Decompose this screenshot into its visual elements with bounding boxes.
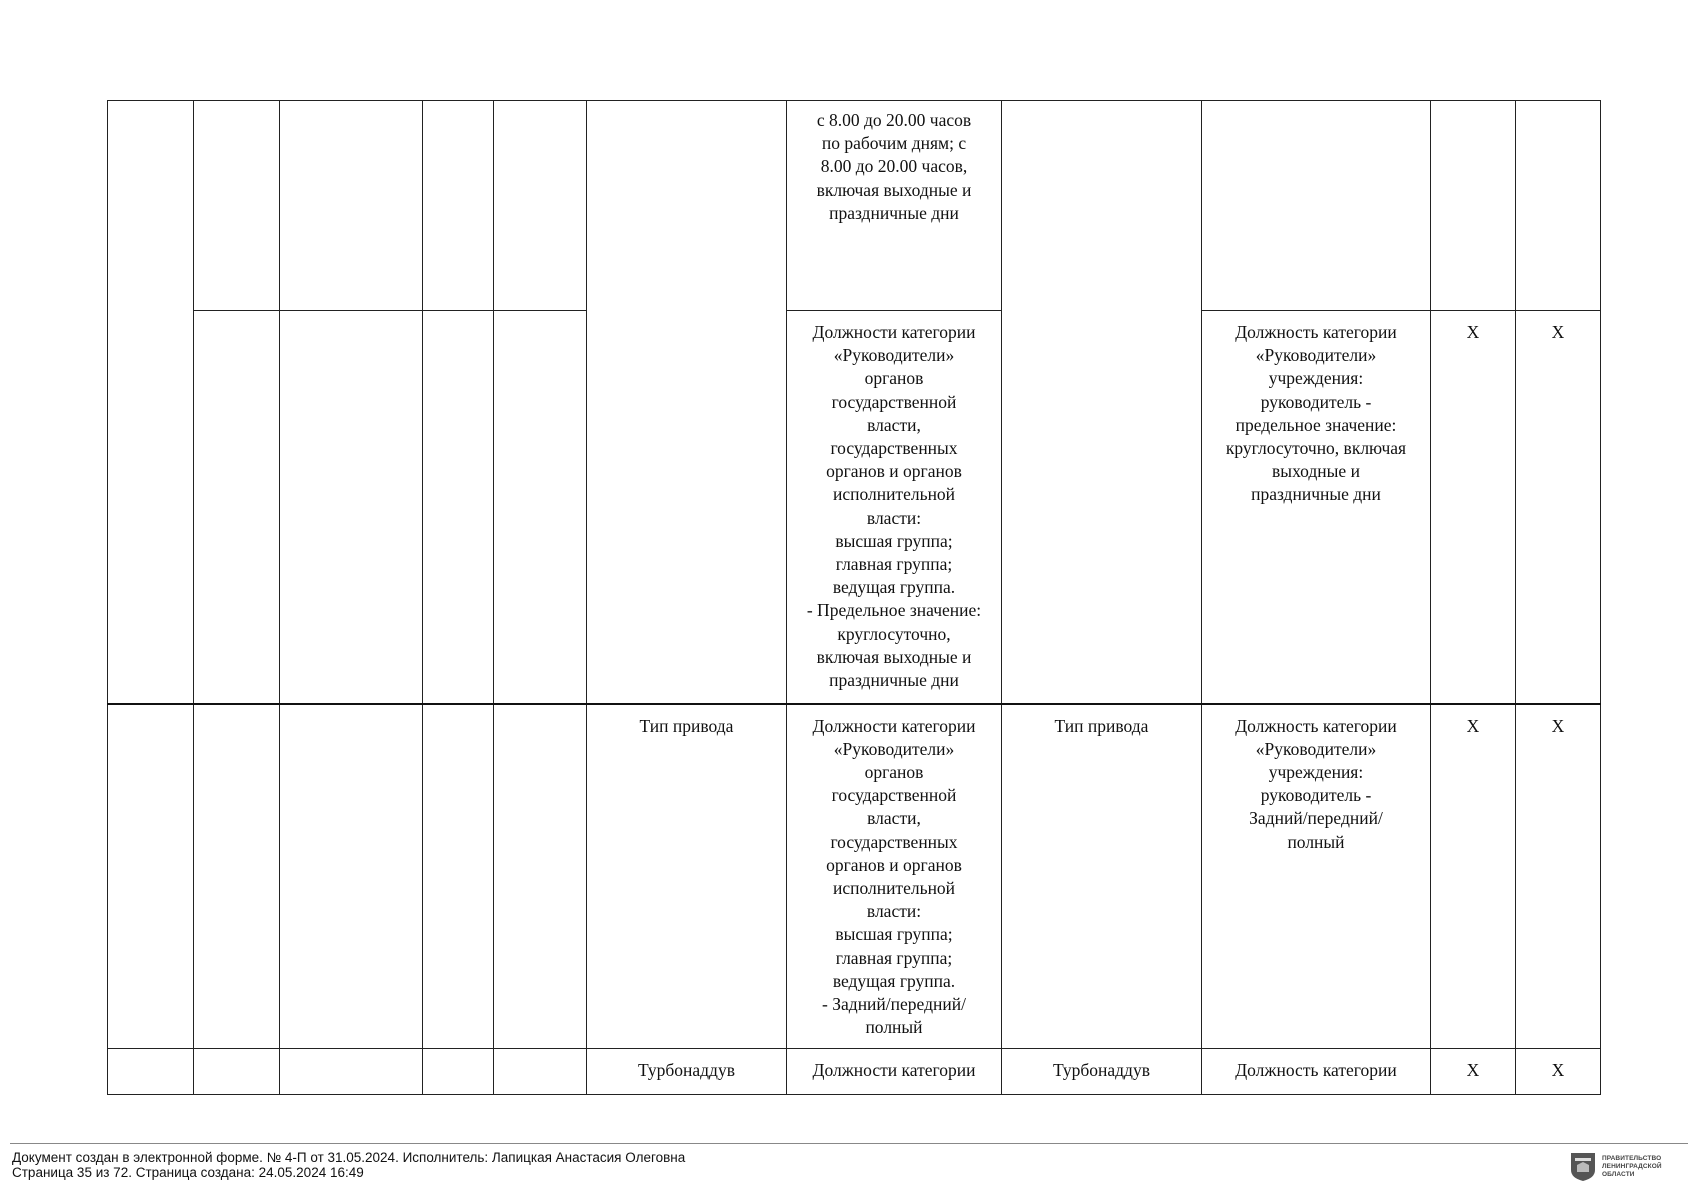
text-line: главная группа; <box>835 554 953 575</box>
table-cell-mark: Х <box>1431 311 1516 704</box>
text-line: выходные и <box>1272 461 1360 482</box>
row3-col9-text <box>1210 715 1422 854</box>
table-cell-mark: Х <box>1516 311 1601 704</box>
table-cell <box>494 101 587 311</box>
text-line: с 8.00 до 20.00 часов <box>816 110 972 130</box>
document-footer <box>12 1150 685 1180</box>
table-cell <box>1002 101 1202 704</box>
text-line: Должности категории <box>812 715 976 736</box>
table-cell-characteristic: Турбонаддув <box>1002 1049 1202 1095</box>
text-line: руководитель - <box>1260 391 1372 412</box>
table-row <box>108 704 1601 1049</box>
logo-line: ПРАВИТЕЛЬСТВО <box>1602 1155 1662 1162</box>
government-logo-text <box>1602 1155 1662 1179</box>
text-line: власти: <box>866 507 922 528</box>
text-line: праздничные дни <box>1251 484 1381 505</box>
table-cell <box>423 101 494 311</box>
table-cell <box>194 101 280 311</box>
table-cell <box>494 704 587 1049</box>
text-line: - Задний/передний/ <box>822 993 966 1014</box>
text-line: власти, <box>867 414 921 435</box>
text-line: ведущая группа. <box>832 970 956 991</box>
text-line: руководитель - <box>1260 785 1372 806</box>
footer-divider <box>10 1143 1688 1144</box>
text-line: «Руководители» <box>1255 738 1377 759</box>
table-cell <box>108 101 194 704</box>
table-cell <box>194 704 280 1049</box>
table-cell-characteristic: Тип привода <box>587 704 787 1049</box>
row2-col7-text <box>795 321 993 692</box>
table-cell <box>280 704 423 1049</box>
text-line: государственной <box>831 391 957 412</box>
table-row <box>108 311 1601 704</box>
text-line: исполнительной <box>832 484 956 505</box>
text-line: круглосуточно, включая <box>1225 438 1407 459</box>
text-line: ведущая группа. <box>832 577 956 598</box>
row2-col9-text <box>1210 321 1422 507</box>
table-cell <box>587 101 787 704</box>
text-line: главная группа; <box>835 947 953 968</box>
table-cell <box>194 1049 280 1095</box>
table-cell-institution: Должность категории <box>1202 1049 1431 1095</box>
table-cell-mark: Х <box>1516 704 1601 1049</box>
table-row <box>108 101 1601 311</box>
table-cell <box>1202 101 1431 311</box>
table-cell-positions <box>787 704 1002 1049</box>
text-line: учреждения: <box>1268 368 1364 389</box>
text-line: «Руководители» <box>833 738 955 759</box>
footer-page-info: Страница 35 из 72. Страница создана: 24.05.2024 16:49 <box>12 1165 364 1180</box>
text-line: органов <box>864 761 924 782</box>
text-line: круглосуточно, <box>837 623 951 644</box>
text-line: праздничные дни <box>829 670 959 691</box>
table-cell <box>280 101 423 311</box>
footer-document-info: Документ создан в электронной форме. № 4-П от 31.05.2024. Исполнитель: Лапицкая Анастасия Олеговна <box>12 1150 686 1165</box>
logo-line: ОБЛАСТИ <box>1602 1171 1635 1178</box>
text-line: высшая группа; <box>835 924 953 945</box>
text-line: власти, <box>867 808 921 829</box>
table-cell-positions <box>787 311 1002 704</box>
text-line: полный <box>865 1017 923 1038</box>
row1-col7-text <box>795 109 993 225</box>
table-cell <box>494 311 587 704</box>
table-cell-characteristic: Тип привода <box>1002 704 1202 1049</box>
table-cell-institution <box>1202 311 1431 704</box>
text-line: праздничные дни <box>829 202 959 223</box>
table-cell-mark: Х <box>1431 704 1516 1049</box>
text-line: включая выходные и <box>816 179 972 200</box>
table-cell <box>280 311 423 704</box>
table-cell <box>423 1049 494 1095</box>
text-line: органов и органов <box>826 461 962 482</box>
text-line: государственных <box>830 438 958 459</box>
table-cell <box>1516 101 1601 311</box>
table-cell <box>280 1049 423 1095</box>
logo-line: ЛЕНИНГРАДСКОЙ <box>1602 1163 1662 1170</box>
text-line: государственной <box>831 785 957 806</box>
text-line: - Предельное значение: <box>806 600 982 621</box>
table-cell-mark: Х <box>1516 1049 1601 1095</box>
text-line: государственных <box>830 831 958 852</box>
text-line: 8.00 до 20.00 часов, <box>820 156 968 177</box>
government-logo <box>1570 1150 1686 1184</box>
text-line: органов и органов <box>826 854 962 875</box>
emblem-icon <box>1570 1152 1596 1182</box>
text-line: «Руководители» <box>833 345 955 366</box>
text-line: органов <box>864 368 924 389</box>
table-cell-positions: Должности категории <box>787 1049 1002 1095</box>
text-line: Задний/передний/ <box>1249 808 1383 829</box>
row3-col7-text <box>795 715 993 1040</box>
table-row <box>108 1049 1601 1095</box>
text-line: Должности категории <box>812 322 976 342</box>
table-cell-characteristic: Турбонаддув <box>587 1049 787 1095</box>
text-line: по рабочим дням; с <box>821 133 967 154</box>
text-line: включая выходные и <box>816 646 972 667</box>
table-cell <box>108 1049 194 1095</box>
table-cell <box>494 1049 587 1095</box>
table-cell <box>423 704 494 1049</box>
text-line: «Руководители» <box>1255 345 1377 366</box>
table-cell-schedule <box>787 101 1002 311</box>
table-cell <box>1431 101 1516 311</box>
table-cell <box>423 311 494 704</box>
table-cell <box>194 311 280 704</box>
text-line: полный <box>1287 831 1345 852</box>
table-cell-mark: Х <box>1431 1049 1516 1095</box>
text-line: исполнительной <box>832 877 956 898</box>
text-line: власти: <box>866 901 922 922</box>
table-cell-institution <box>1202 704 1431 1049</box>
text-line: учреждения: <box>1268 761 1364 782</box>
table-cell <box>108 704 194 1049</box>
text-line: предельное значение: <box>1235 414 1397 435</box>
text-line: Должность категории <box>1235 322 1397 342</box>
text-line: Должность категории <box>1235 715 1397 736</box>
regulation-table <box>107 100 1601 1095</box>
text-line: высшая группа; <box>835 530 953 551</box>
